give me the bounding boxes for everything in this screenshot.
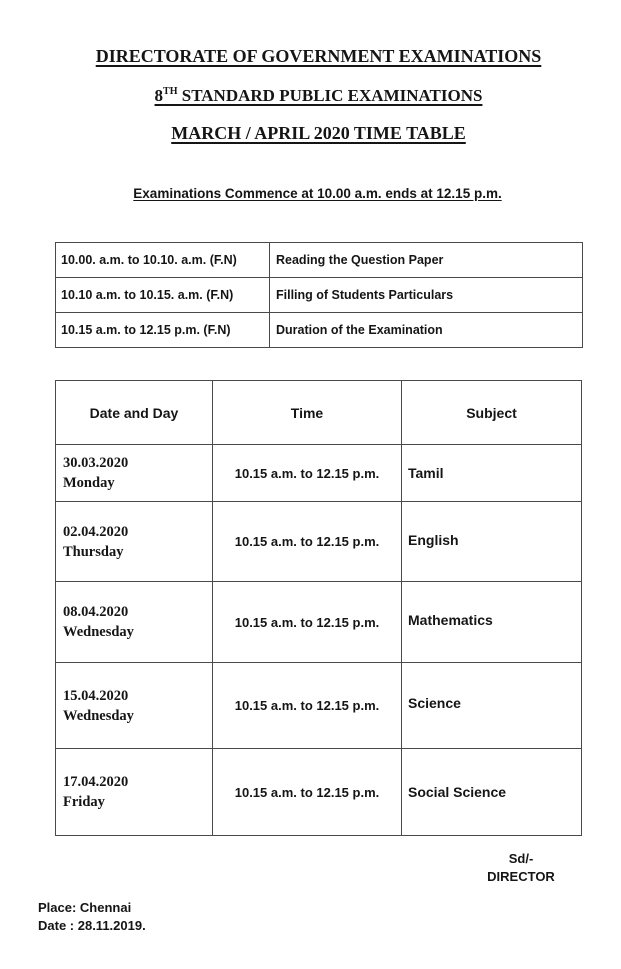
exam-date: 02.04.2020: [63, 523, 129, 540]
time-cell: 10.15 a.m. to 12.15 p.m.: [213, 445, 402, 502]
session-activity: Reading the Question Paper: [270, 243, 583, 278]
footer-block: [38, 899, 146, 935]
exam-date: 15.04.2020: [63, 687, 129, 704]
exam-schedule-table: [55, 380, 582, 836]
signature-sd: Sd/-: [508, 851, 534, 866]
table-row: [56, 663, 582, 749]
exam-name-heading: [8, 86, 621, 106]
column-header-time: Time: [213, 381, 402, 445]
timetable-heading: MARCH / APRIL 2020 TIME TABLE: [171, 123, 466, 143]
exam-date: 08.04.2020: [63, 604, 129, 620]
exam-day: Friday: [63, 794, 105, 810]
table-row: [56, 445, 582, 502]
column-header-date: Date and Day: [56, 381, 213, 445]
column-header-subject: Subject: [402, 381, 582, 445]
session-table: [55, 242, 583, 348]
session-activity: Duration of the Examination: [270, 313, 583, 348]
time-cell: 10.15 a.m. to 12.15 p.m.: [213, 663, 402, 749]
time-cell: 10.15 a.m. to 12.15 p.m.: [213, 502, 402, 582]
date-cell: [56, 749, 213, 836]
session-row: [56, 313, 583, 348]
time-cell: 10.15 a.m. to 12.15 p.m.: [213, 749, 402, 836]
session-row: [56, 243, 583, 278]
subject-cell: Science: [402, 663, 582, 749]
session-slot: 10.00. a.m. to 10.10. a.m. (F.N): [56, 243, 270, 278]
exam-name-text: STANDARD PUBLIC EXAMINATIONS: [177, 86, 483, 105]
session-slot: 10.10 a.m. to 10.15. a.m. (F.N): [56, 278, 270, 313]
table-row: [56, 749, 582, 836]
table-header-row: [56, 381, 582, 445]
exam-day: Wednesday: [63, 624, 134, 640]
subject-cell: English: [402, 502, 582, 582]
commence-note: Examinations Commence at 10.00 a.m. ends at 12.15 p.m.: [133, 186, 502, 201]
standard-number: 8: [154, 86, 164, 105]
table-row: [56, 582, 582, 663]
session-slot: 10.15 a.m. to 12.15 p.m. (F.N): [56, 313, 270, 348]
exam-date: 17.04.2020: [63, 774, 129, 790]
date-cell: [56, 582, 213, 663]
place-text: Place: Chennai: [38, 900, 132, 915]
time-cell: 10.15 a.m. to 12.15 p.m.: [213, 582, 402, 663]
subject-cell: Mathematics: [402, 582, 582, 663]
exam-day: Wednesday: [63, 707, 134, 724]
signature-block: [476, 850, 566, 886]
subject-cell: Tamil: [402, 445, 582, 502]
session-row: [56, 278, 583, 313]
date-cell: [56, 445, 213, 502]
date-cell: [56, 663, 213, 749]
table-row: [56, 502, 582, 582]
session-activity: Filling of Students Particulars: [270, 278, 583, 313]
subject-cell: Social Science: [402, 749, 582, 836]
exam-date: 30.03.2020: [63, 455, 129, 471]
document-title: DIRECTORATE OF GOVERNMENT EXAMINATIONS: [95, 46, 542, 66]
standard-suffix: TH: [163, 86, 178, 97]
exam-day: Thursday: [63, 543, 124, 560]
date-cell: [56, 502, 213, 582]
signature-title: DIRECTOR: [487, 869, 555, 884]
issue-date-text: Date : 28.11.2019.: [38, 918, 146, 933]
exam-day: Monday: [63, 475, 115, 491]
